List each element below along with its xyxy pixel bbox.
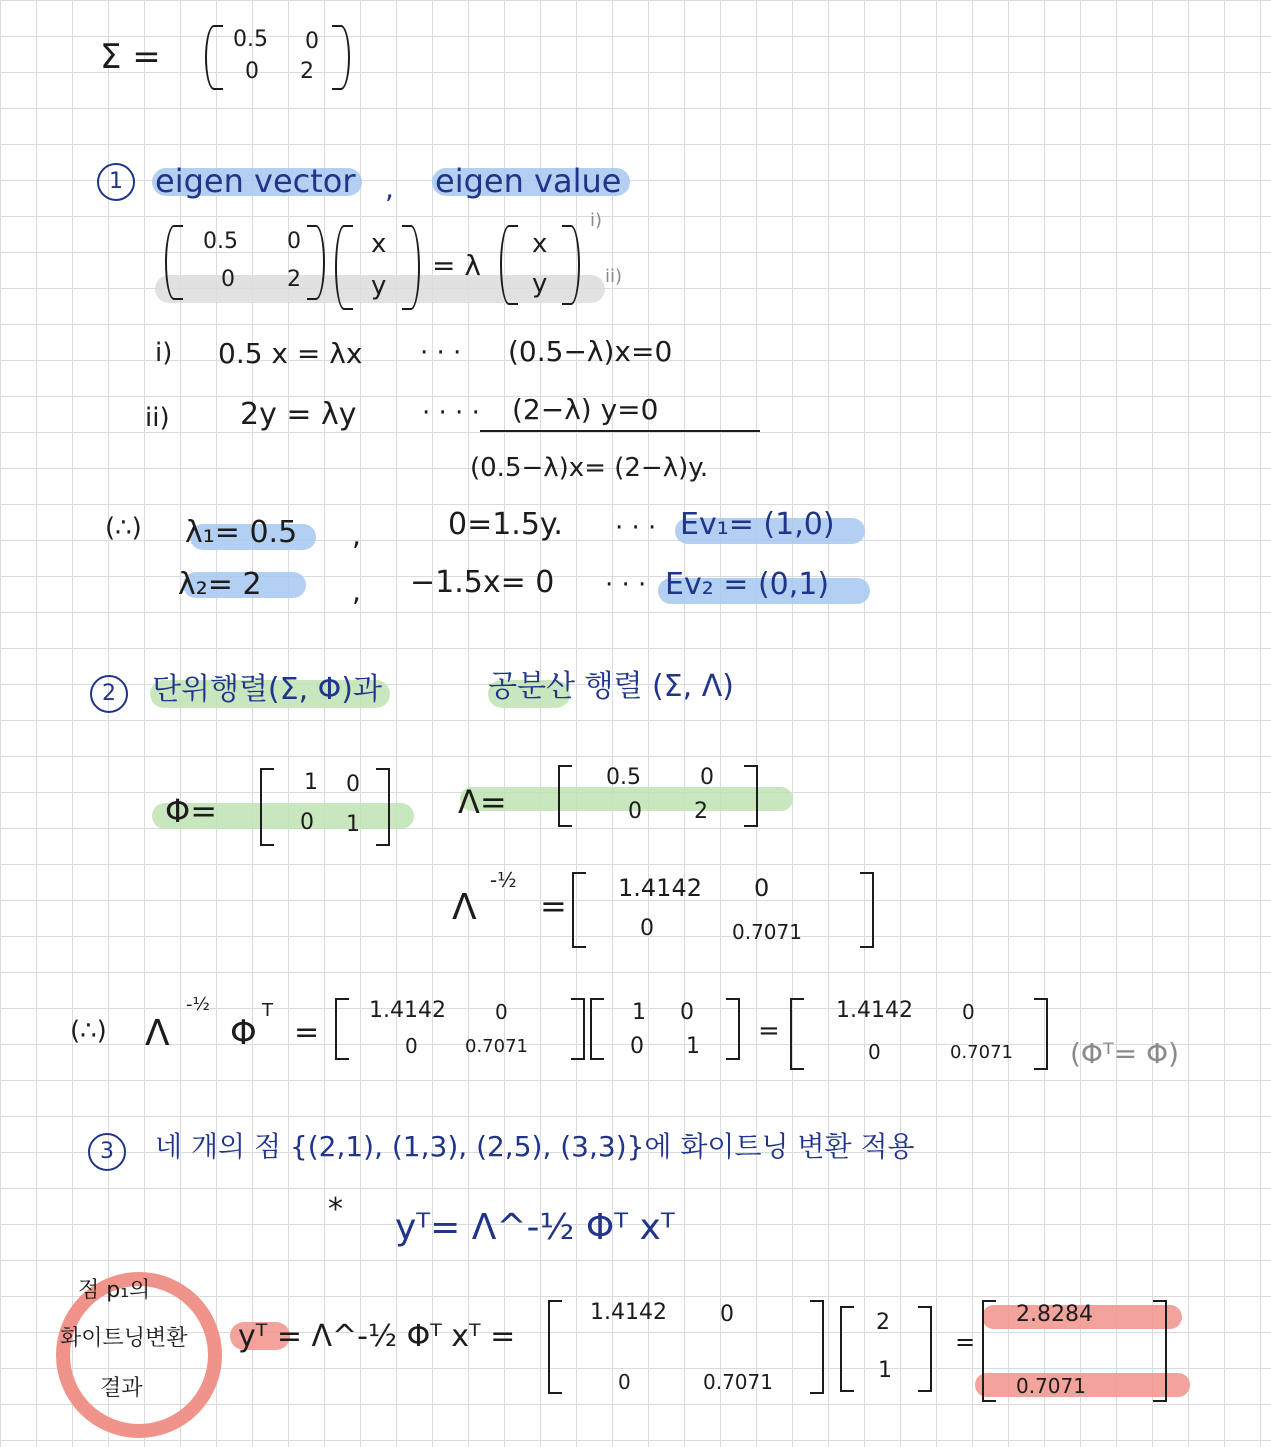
tag-ii: ii) [605,266,623,287]
dots: · · · [420,338,462,368]
star-mark: * [328,1192,343,1227]
matrix-cell: 0 [700,765,714,790]
phi-label: Φ= [165,792,217,830]
side-note: 점 p₁의 [78,1278,151,1303]
matrix-cell: 0.5 [606,765,641,790]
matrix-cell: 1 [304,770,318,795]
result-cell: 2.8284 [1016,1302,1093,1327]
sigma-cell: 2 [300,59,314,84]
eigen-matrix [165,225,325,300]
section-number: 1 [97,163,135,201]
section-title: 공분산 행렬 (Σ, Λ) [488,669,734,704]
matrix-cell: 0 [628,799,642,824]
matrix-cell: 1 [686,1034,700,1059]
tag-i: i) [590,210,603,231]
prod-lambda: Λ [145,1013,170,1054]
sigma-cell: 0 [305,29,319,54]
vector-cell: x [371,229,387,259]
matrix-cell: 1.4142 [836,998,913,1023]
whitening-calc: yᵀ = Λ^-½ Φᵀ xᵀ = [238,1319,516,1354]
prod-matrix-2 [590,998,740,1060]
transpose-note: (Φᵀ= Φ) [1070,1037,1180,1070]
equation: (2−λ) y=0 [512,393,659,426]
prod-matrix-3 [790,998,1048,1070]
matrix-cell: 0 [640,916,654,941]
dots: · · · [605,570,647,600]
section-title: eigen value [435,162,622,200]
sigma-cell: 0 [245,59,259,84]
lambda-inv-matrix [572,872,874,948]
section-title: eigen vector [155,162,356,200]
vector-cell: y [532,269,548,299]
sigma-label: Σ = [100,37,161,77]
matrix-cell: 0.7071 [703,1370,773,1394]
calc-vector [840,1306,932,1392]
vector-cell: x [532,229,548,259]
lambda-inv-label: Λ [452,887,477,928]
prod-matrix-1 [335,998,585,1060]
equation: −1.5x= 0 [410,565,555,600]
matrix-cell: 0 [754,874,770,902]
matrix-cell: 0.7071 [950,1042,1013,1063]
sigma-matrix [205,25,350,90]
matrix-cell: 0.7071 [732,920,802,944]
section-number: 2 [90,675,128,713]
matrix-cell: 0 [346,772,360,797]
matrix-cell: 0 [300,810,314,835]
section-title: 단위행렬(Σ, Φ)과 [152,672,382,707]
matrix-cell: 0 [287,229,301,254]
matrix-cell: 1 [346,812,360,837]
side-note: 화이트닝변환 [60,1326,188,1351]
matrix-cell: 0.7071 [465,1036,528,1057]
matrix-cell: 0 [221,267,235,292]
phi-matrix [260,768,390,846]
sigma-cell: 0.5 [233,27,268,52]
prod-phi-exp: T [262,1000,273,1021]
matrix-cell: 2 [694,799,708,824]
equation: 0.5 x = λx [218,337,363,370]
therefore: (∴) [105,513,142,543]
therefore: (∴) [70,1016,107,1046]
matrix-cell: 2 [287,267,301,292]
prod-lambda-exp: -½ [186,994,210,1015]
lambda-inv-eq: = [540,887,567,925]
vector-cell: 2 [876,1310,890,1335]
whitening-formula: yᵀ= Λ^-½ Φᵀ xᵀ [395,1207,675,1248]
calc-eq: = [955,1328,976,1356]
vector-cell: 1 [878,1358,892,1383]
matrix-cell: 0 [868,1040,881,1064]
lambda-1: λ₁= 0.5 [185,515,298,550]
separator: , [385,172,394,205]
vector-xy [500,225,580,305]
matrix-cell: 1.4142 [618,874,702,902]
side-note: 결과 [100,1376,143,1401]
section-number: 3 [88,1133,126,1171]
matrix-cell: 0 [720,1302,734,1327]
line-label: i) [155,338,173,368]
prod-eq: = [294,1015,320,1050]
lambda-matrix [558,765,758,827]
prod-phi: Φ [230,1013,257,1053]
dots: · · · [615,513,657,543]
result-vector [982,1300,1167,1402]
section-title: 네 개의 점 {(2,1), (1,3), (2,5), (3,3)}에 화이트닝 변환 적용 [155,1130,915,1163]
matrix-cell: 0 [962,1000,975,1024]
comma: , [352,519,361,552]
matrix-cell: 0.5 [203,229,238,254]
equation: 0=1.5y. [448,507,563,542]
equation: (0.5−λ)x= (2−λ)y. [470,453,709,483]
calc-matrix [548,1300,824,1394]
lambda-label: Λ= [458,783,507,821]
matrix-cell: 1.4142 [590,1300,667,1325]
eigenvector-1: Ev₁= (1,0) [680,507,835,542]
result-cell: 0.7071 [1016,1374,1086,1398]
vector-xy [335,225,420,310]
matrix-cell: 0 [680,1000,694,1025]
prod-eq: = [758,1016,780,1046]
matrix-cell: 1 [632,1000,646,1025]
matrix-cell: 0 [618,1370,631,1394]
matrix-cell: 1.4142 [369,998,446,1023]
matrix-cell: 0 [405,1034,418,1058]
equation: 2y = λy [240,397,357,432]
lambda-2: λ₂= 2 [178,567,262,602]
equation: (0.5−λ)x=0 [508,335,673,368]
dots: · · · · [422,398,480,428]
line-label: ii) [145,403,170,433]
matrix-cell: 0 [495,1000,508,1024]
comma: , [352,575,361,608]
sum-line [480,430,760,432]
eigenvector-2: Ev₂ = (0,1) [665,567,830,602]
lambda-eq: = λ [432,249,481,282]
lambda-inv-exp: -½ [490,868,517,892]
matrix-cell: 0 [630,1034,644,1059]
vector-cell: y [371,271,387,301]
